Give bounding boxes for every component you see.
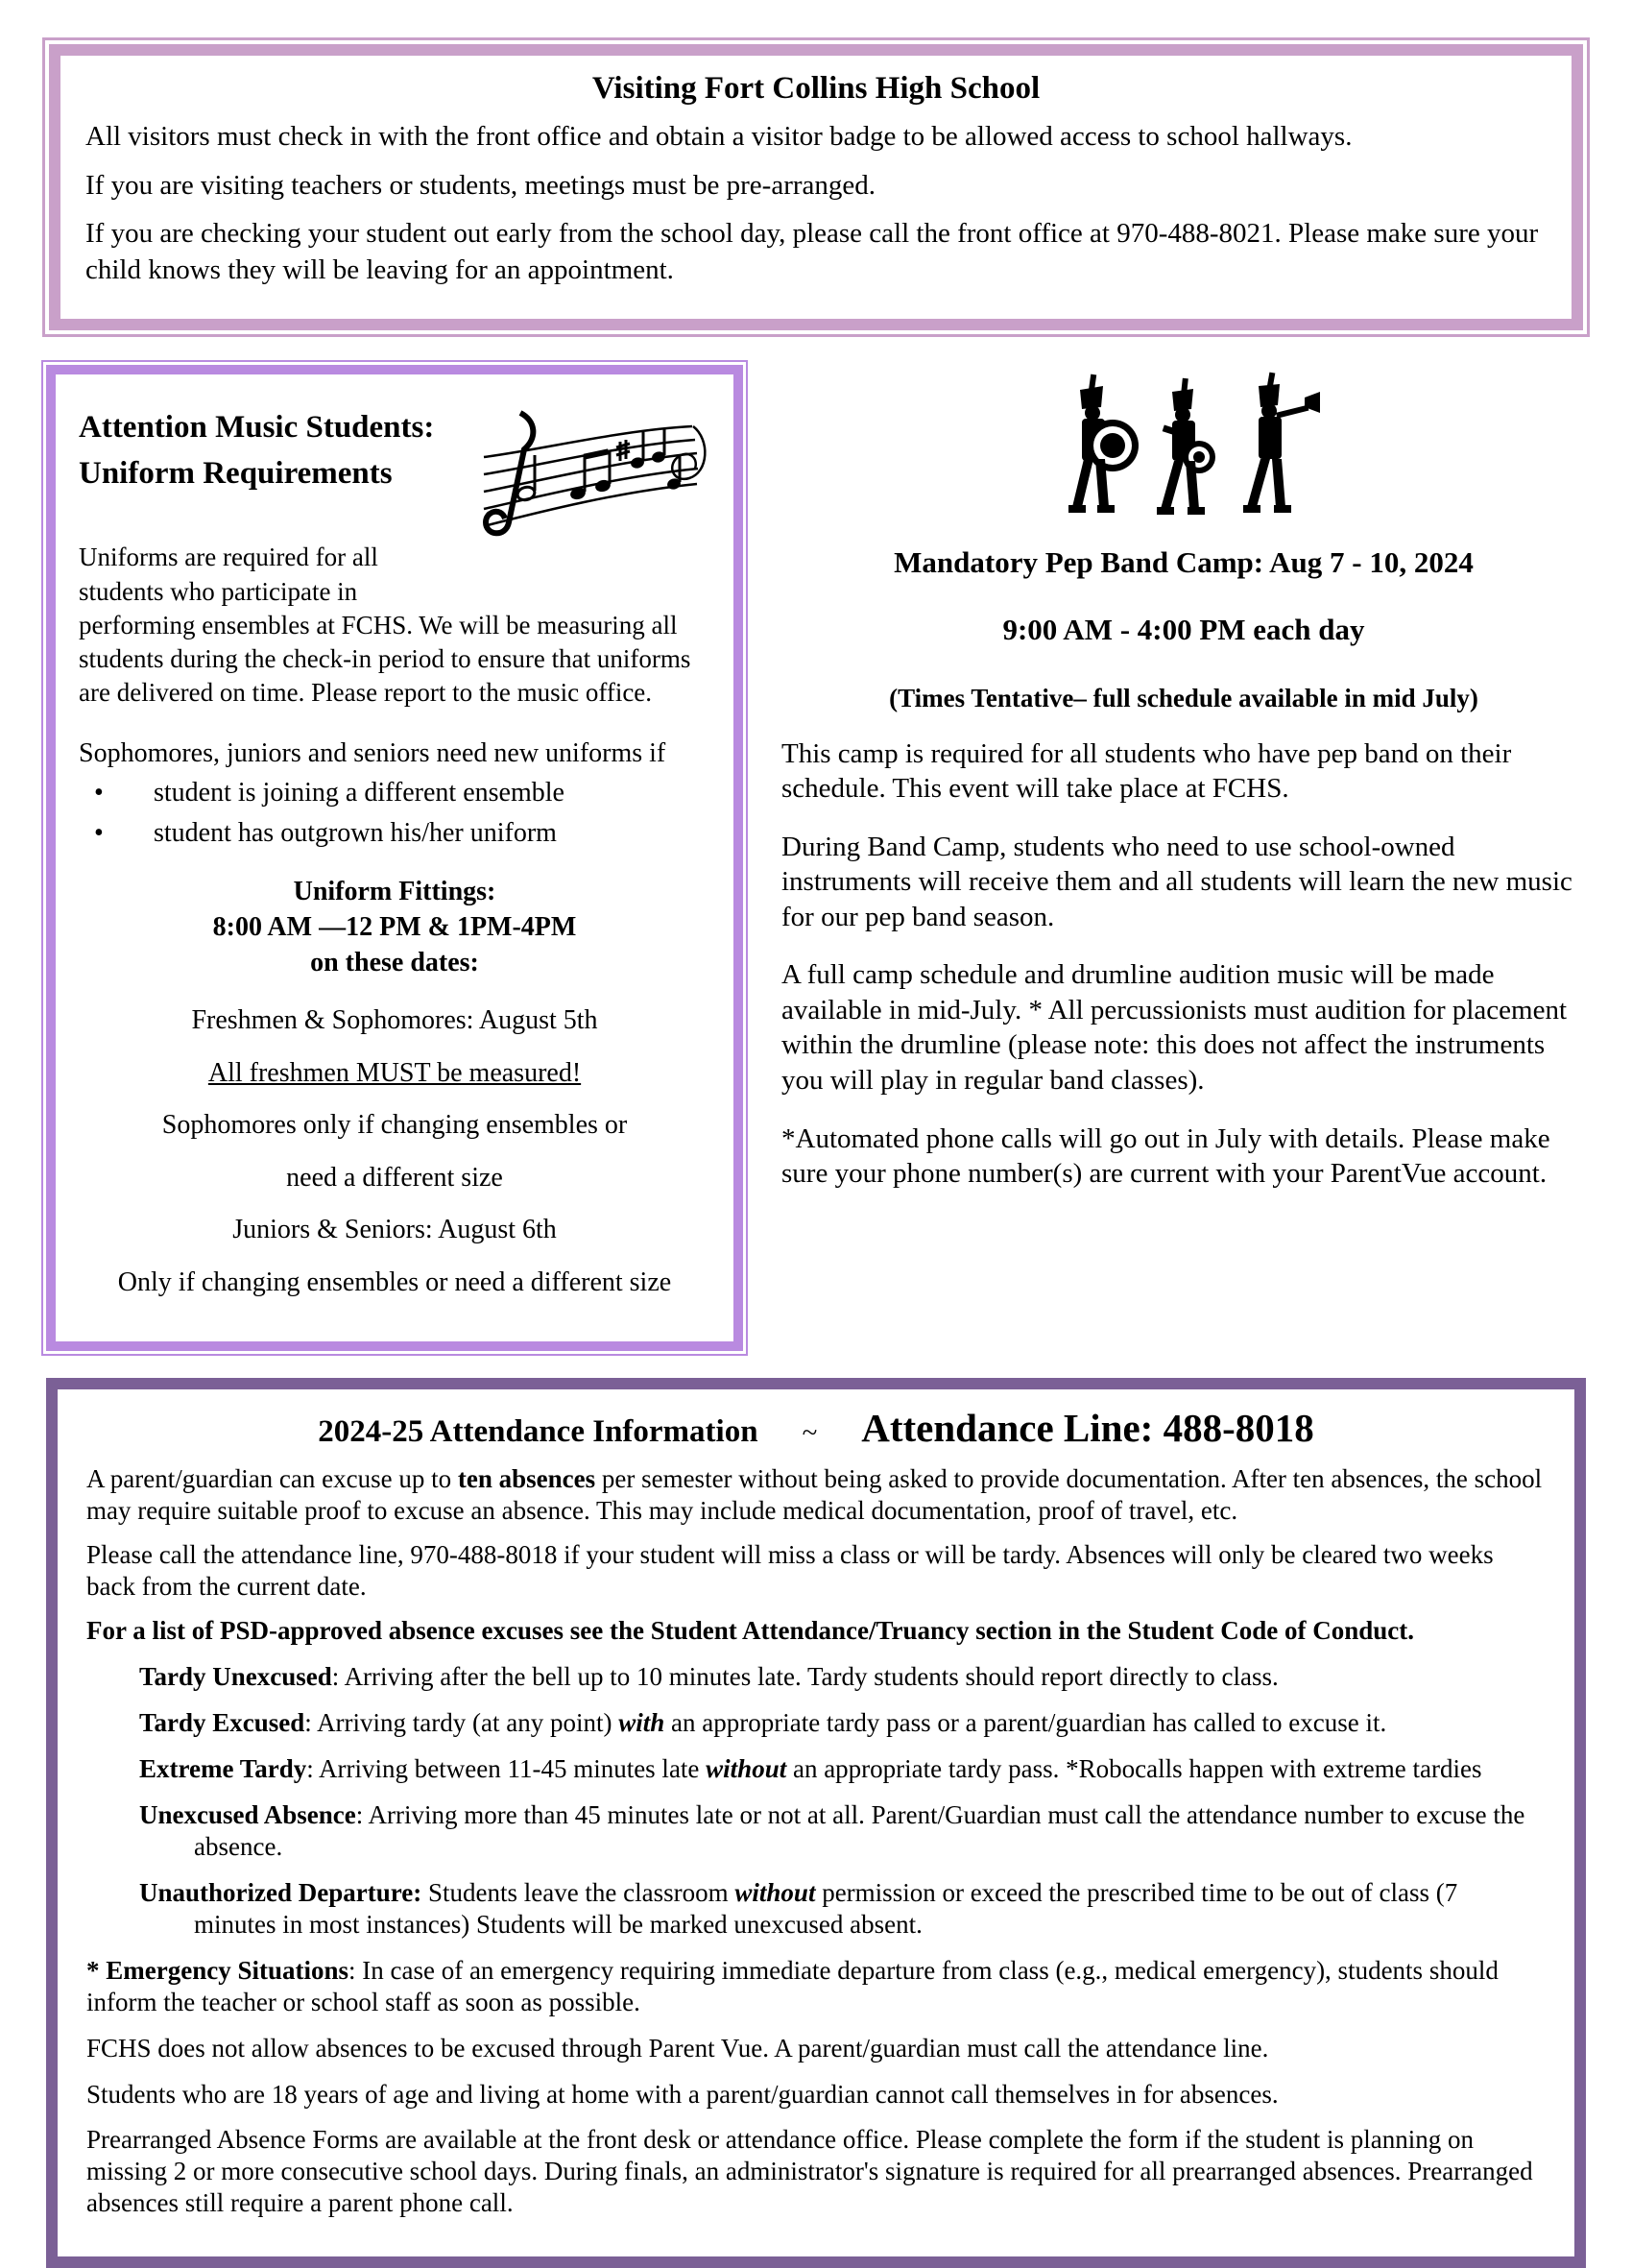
attendance-footer-paragraphs — [86, 2033, 1546, 2220]
attendance-info-box — [46, 1378, 1586, 2268]
emergency-situations-paragraph — [86, 1955, 1546, 2018]
bullet-item: • student is joining a different ensemble — [79, 776, 710, 809]
pep-band-paragraphs — [781, 736, 1586, 1192]
definition-term: Tardy Excused — [139, 1708, 305, 1738]
paragraph: All visitors must check in with the front office and obtain a visitor badge to be allowed access to school hallways. — [85, 121, 1353, 152]
text-segment: : In case of an emergency requiring immediate departure from class (e.g., medical emergency), students should inform the teacher or school staff as soon as possible. — [86, 1955, 1499, 2016]
schedule-line: Juniors & Seniors: August 6th — [232, 1215, 557, 1245]
paragraph: This camp is required for all students who have pep band on their schedule. This event will take place at FCHS. — [781, 737, 1512, 805]
definition-term: Tardy Unexcused — [139, 1662, 332, 1692]
pep-band-time: 9:00 AM - 4:00 PM each day — [1002, 612, 1365, 646]
visiting-info-box — [49, 44, 1583, 330]
pep-band-section — [781, 365, 1586, 1352]
text-segment: Students leave the classroom — [427, 1877, 735, 1907]
paragraph: A full camp schedule and drumline audition music will be made available in mid-July. * All percussionists must audition for placement within the drumline (please note: this does not affect the instruments you will play in regular band classes). — [781, 959, 1568, 1096]
visiting-box-title: Visiting Fort Collins High School — [591, 71, 1041, 106]
psd-absence-note: For a list of PSD-approved absence excuses see the Student Attendance/Truancy section in the Student Code of Conduct. — [86, 1616, 1415, 1646]
music-uniform-box — [46, 365, 743, 1352]
text-segment: A parent/guardian can excuse up to — [86, 1464, 458, 1494]
paragraph: Students who are 18 years of age and living at home with a parent/guardian cannot call themselves in for absences. — [86, 2079, 1279, 2109]
bullet-item: • student has outgrown his/her uniform — [79, 816, 710, 850]
definition-separator: : — [304, 1708, 318, 1738]
schedule-line: Freshmen & Sophomores: August 5th — [191, 1004, 598, 1035]
text-segment: an appropriate tardy pass. *Robocalls happen with extreme tardies — [786, 1754, 1482, 1784]
attendance-line-number: Attendance Line: 488-8018 — [861, 1406, 1314, 1451]
uniform-fittings-heading — [79, 875, 710, 979]
text-segment: per semester without being asked to provide documentation. After ten absences, the school may require suitable proof to excuse an absence. This may include medical documentation, proof of travel, etc. — [86, 1464, 1543, 1526]
paragraph: Prearranged Absence Forms are available at the front desk or attendance office. Please complete the form if the student is planning on missing 2 or more consecutive school days. During finals, an administrator's signature is required for all prearranged absences. Prearranged absences still require a parent phone call. — [86, 2125, 1533, 2218]
music-box-intro: Uniforms are required for all students who participate in performing ensembles at FCHS. We will be measuring all students during the check-in period to ensure that uniforms are delivered on time. Please report to the music office. — [79, 543, 691, 707]
text-segment: ten absences — [457, 1464, 596, 1494]
definition-item — [86, 1661, 1546, 1693]
definition-item — [86, 1753, 1546, 1785]
text-segment: Arriving more than 45 minutes late or not at all. Parent/Guardian must call the attendance number to excuse the absence. — [194, 1799, 1525, 1861]
paragraph: FCHS does not allow absences to be excused through Parent Vue. A parent/guardian must call the attendance line. — [86, 2033, 1269, 2063]
text-segment: an appropriate tardy pass or a parent/guardian has called to excuse it. — [664, 1708, 1387, 1738]
schedule-line: Only if changing ensembles or need a different size — [117, 1267, 672, 1297]
definition-item — [86, 1707, 1546, 1739]
schedule-line: Sophomores only if changing ensembles or — [161, 1110, 628, 1141]
fittings-heading-line: Uniform Fittings: — [293, 876, 496, 906]
text-segment: with — [618, 1708, 665, 1738]
paragraph: During Band Camp, students who need to use school-owned instruments will receive them and all students will learn the new music for our pep band season. — [781, 831, 1572, 932]
music-box-heading-line2: Uniform Requirements — [79, 455, 393, 491]
definition-item — [86, 1799, 1546, 1863]
text-segment: Arriving after the bell up to 10 minutes late. Tardy students should report directly to class. — [344, 1662, 1279, 1692]
uniform-bullet-list — [79, 776, 710, 850]
schedule-line: need a different size — [286, 1162, 503, 1193]
definition-term: Extreme Tardy — [139, 1754, 307, 1784]
definition-separator: : — [355, 1799, 369, 1829]
paragraph: If you are visiting teachers or students, meetings must be pre-arranged. — [85, 169, 876, 201]
paragraph: If you are checking your student out early from the school day, please call the front office at 970-488-8021. Please make sure your child knows they will be leaving for an appointment. — [85, 218, 1539, 286]
need-new-uniforms-intro: Sophomores, juniors and seniors need new uniforms if — [79, 737, 666, 768]
text-segment: permission or exceed the prescribed time to be out of class (7 minutes in most instances) Students will be marked unexcused absent. — [194, 1877, 1458, 1939]
text-segment: without — [734, 1877, 816, 1907]
music-box-heading-line1: Attention Music Students: — [79, 409, 435, 445]
music-notes-icon — [476, 401, 710, 567]
tilde-separator: ~ — [802, 1417, 818, 1449]
attendance-paragraph-call-line: Please call the attendance line, 970-488-8018 if your student will miss a class or will be tardy. Absences will only be cleared two weeks back from the current date. — [86, 1540, 1494, 1602]
paragraph: *Automated phone calls will go out in July with details. Please make sure your phone number(s) are current with your ParentVue account. — [781, 1122, 1550, 1190]
pep-band-note: (Times Tentative– full schedule available in mid July) — [889, 683, 1478, 712]
text-segment: Arriving between 11-45 minutes late — [319, 1754, 707, 1784]
definition-term: Unexcused Absence — [139, 1799, 356, 1829]
text-segment: Arriving tardy (at any point) — [317, 1708, 619, 1738]
middle-row — [46, 365, 1586, 1352]
definition-term: Unauthorized Departure: — [139, 1877, 422, 1907]
attendance-paragraph-absences — [86, 1463, 1546, 1527]
text-segment: without — [706, 1754, 787, 1784]
fittings-heading-line: on these dates: — [310, 947, 479, 977]
attendance-definitions — [86, 1661, 1546, 1941]
schedule-line: All freshmen MUST be measured! — [207, 1057, 582, 1088]
visiting-box-paragraphs — [85, 119, 1547, 289]
attendance-title-row — [86, 1405, 1546, 1451]
definition-item — [86, 1877, 1546, 1941]
fittings-heading-line: 8:00 AM —12 PM & 1PM-4PM — [212, 911, 577, 942]
attendance-body — [86, 1463, 1546, 2219]
pep-band-title: Mandatory Pep Band Camp: Aug 7 - 10, 2024 — [894, 544, 1474, 579]
attendance-title: 2024-25 Attendance Information — [318, 1414, 758, 1450]
fitting-schedule — [79, 1004, 710, 1299]
text-segment: * Emergency Situations — [86, 1955, 348, 1985]
definition-separator: : — [306, 1754, 320, 1784]
marching-band-icon — [1040, 373, 1328, 528]
definition-separator: : — [331, 1662, 345, 1692]
definition-separator — [421, 1878, 428, 1907]
